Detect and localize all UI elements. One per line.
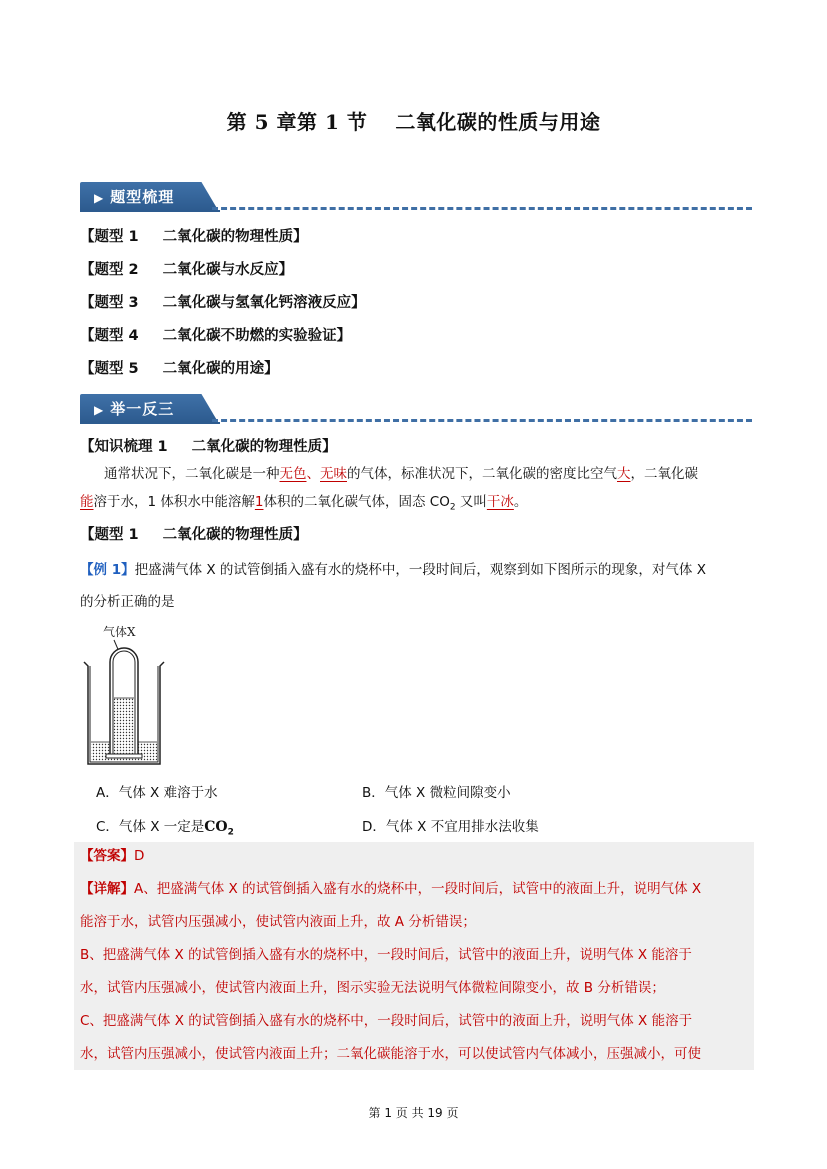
fill-blank: 无味 — [320, 466, 347, 482]
option-c[interactable]: C．气体 X 一定是$CO_2$ — [96, 819, 234, 838]
type-item-3: 【题型 3 二氧化碳与氢氧化钙溶液反应】 — [80, 295, 366, 311]
option-d[interactable]: D．气体 X 不宜用排水法收集 — [362, 819, 539, 835]
type-item-4: 【题型 4 二氧化碳不助燃的实验验证】 — [80, 328, 352, 344]
fill-blank: 大 — [617, 466, 631, 482]
beaker-test-tube-figure — [80, 620, 170, 770]
fill-blank: 能 — [80, 494, 94, 510]
title-topic: 二氧化碳的性质与用途 — [395, 110, 601, 134]
dash-divider — [212, 207, 752, 210]
example-line-2: 的分析正确的是 — [80, 594, 175, 610]
example-line-1: 【例 1】把盛满气体 X 的试管倒插入盛有水的烧杯中，一段时间后，观察到如下图所示的现象，对气体 X — [80, 562, 706, 578]
answer-label: 【答案】 — [80, 848, 134, 864]
fill-blank: 1 — [254, 494, 264, 510]
fill-blank: 干冰 — [486, 494, 514, 510]
detail-line-5: C、把盛满气体 X 的试管倒插入盛有水的烧杯中，一段时间后，试管中的液面上升，说明气体 X 能溶于 — [80, 1013, 693, 1029]
detail-line-6: 水，试管内压强减小，使试管内液面上升；二氧化碳能溶于水，可以使试管内气体减小，压强减小，可使 — [80, 1046, 701, 1062]
option-b[interactable]: B．气体 X 微粒间隙变小 — [362, 785, 511, 801]
detail-line-3: B、把盛满气体 X 的试管倒插入盛有水的烧杯中，一段时间后，试管中的液面上升，说明气体 X 能溶于 — [80, 947, 692, 963]
section-header-practice — [80, 394, 752, 424]
section-label: 题型梳理 — [110, 188, 175, 206]
dash-divider — [212, 419, 752, 422]
section-label: 举一反三 — [110, 400, 175, 418]
type1-heading: 【题型 1 二氧化碳的物理性质】 — [80, 527, 308, 543]
fill-blank: 无色 — [279, 466, 307, 482]
type-item-1: 【题型 1 二氧化碳的物理性质】 — [80, 229, 308, 245]
title-chapter: 第 5 章第 1 节 — [226, 110, 368, 134]
detail-line-4: 水，试管内压强减小，使试管内液面上升，图示实验无法说明气体微粒间隙变小，故 B 分析错误； — [80, 980, 665, 996]
answer-line — [80, 840, 752, 873]
play-arrow-icon: ▶ — [94, 191, 105, 205]
tube-water — [114, 698, 134, 756]
knowledge-line-1: 通常状况下，二氧化碳是一种无色、无味的气体，标准状况下，二氧化碳的密度比空气大，二氧化碳 — [104, 466, 698, 482]
knowledge-line-2: 能溶于水，1 体积水中能溶解1体积的二氧化碳气体，固态 $CO_2$ 又叫干冰。 — [80, 494, 528, 513]
page-footer: 第 1 页 共 19 页 — [368, 1106, 459, 1120]
knowledge-heading: 【知识梳理 1 二氧化碳的物理性质】 — [80, 439, 337, 455]
answer-value: D — [134, 848, 145, 864]
detail-label: 【详解】 — [80, 881, 134, 897]
play-arrow-icon: ▶ — [94, 403, 105, 417]
type-item-2: 【题型 2 二氧化碳与水反应】 — [80, 262, 294, 278]
type-item-5: 【题型 5 二氧化碳的用途】 — [80, 361, 279, 377]
figure-label: 气体X — [103, 625, 136, 639]
example-tag: 【例 1】 — [80, 562, 135, 578]
page-title — [0, 106, 827, 135]
detail-line-1: 【详解】A、把盛满气体 X 的试管倒插入盛有水的烧杯中，一段时间后，试管中的液面上升，说明气体 X — [80, 881, 702, 897]
option-a[interactable]: A．气体 X 难溶于水 — [96, 785, 218, 801]
detail-line-2: 能溶于水，试管内压强减小，使试管内液面上升，故 A 分析错误； — [80, 914, 476, 930]
section-header-types — [80, 182, 752, 212]
